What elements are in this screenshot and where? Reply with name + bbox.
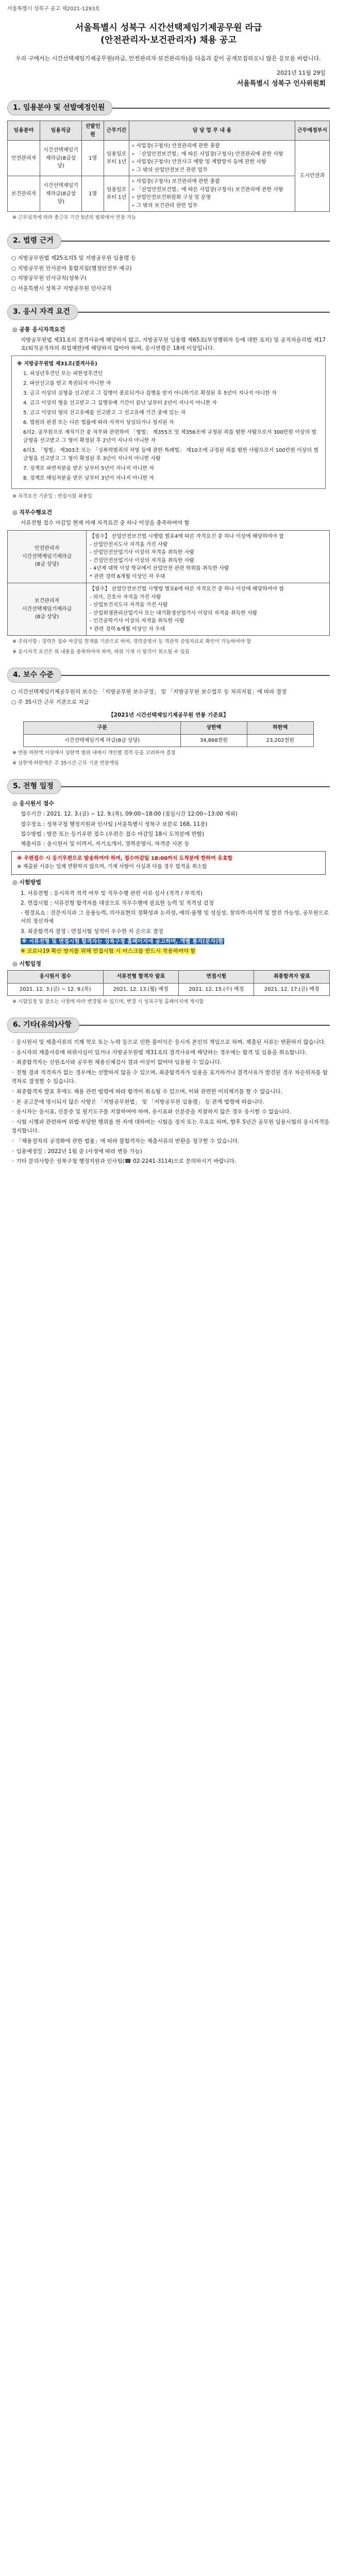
common-req-text: 지방공무원법 제31조의 결격사유에 해당하지 않고, 지방공무원 임용령 제65조(부정행위자 등에 대한 조치) 및 공직자윤리법 제17조(퇴직공직자의 취업제한)에 해당하지 않아야 하며, 응시연령은 18세 이상입니다. (21, 336, 326, 351)
cell-grade: 시간선택제임기제라급(8급상당) (40, 141, 82, 176)
req-line: - 산업안전산업기사 이상의 자격을 취득한 사람 (90, 550, 195, 556)
req-line: 【필수】 산업안전보건법 시행령 별표6에 따른 자격요건 중 하나 이상에 해당하여야 함 (90, 586, 284, 592)
req-line: * 관련 경력 6개월 이상인 자 우대 (90, 626, 165, 632)
th-sched: 최종합격자 발표 (254, 971, 330, 984)
section-4-title: 4. 보수 수준 (7, 668, 61, 683)
notes-list (7, 1038, 330, 1166)
note-item: ◦ 기타 문의사항은 성북구청 행정지원과 인사팀(☎ 02-2241-3114)으로 문의하시기 바랍니다. (11, 1158, 237, 1165)
disq-item: 5. 금고 이상의 형의 선고유예를 선고받고 그 선고유예 기간 중에 있는 자 (23, 410, 186, 416)
duty-item: ∘ 사업장(구청사) 보건관리에 관한 총괄 (131, 179, 220, 185)
section-6-title: 6. 기타(유의)사항 (7, 1018, 79, 1033)
exam-step: 2. 면접시험 : 서류전형 합격자를 대상으로 직무수행에 필요한 능력 및 적격성 검정 (21, 900, 214, 906)
req-content (87, 531, 330, 583)
pay-list (7, 688, 330, 707)
th-grade: 임용직급 (40, 121, 82, 141)
application-item: 제출서류 : 응시원서 및 이력서, 자기소개서, 경력증명서, 자격증 사본 등 (21, 841, 190, 848)
disq-item: 3. 금고 이상의 실형을 선고받고 그 집행이 종료되거나 집행을 받지 아니하기로 확정된 후 5년이 지나지 아니한 자 (23, 391, 277, 397)
pay-item: ○ 주 35시간 근무 기준으로 지급 (11, 699, 89, 706)
pay-row (24, 734, 313, 747)
pay-note: ※ 연봉 하한액 이상에서 상한액 범위 내에서 개인별 경력 등을 고려하여 결정 (12, 750, 176, 756)
schedule-note: ※ 시험일정 및 장소는 사정에 따라 변경될 수 있으며, 변경 시 성북구청 홈페이지에 게시함 (12, 999, 204, 1005)
notice-date: 2021년 11월 29일 (277, 70, 326, 77)
title-line-1: 서울특별시 성북구 시간선택제임기제공무원 라급 (75, 22, 262, 33)
th-sched: 서류전형 합격자 발표 (103, 971, 178, 984)
note-item: ◦ 응시자의 제출서류에 허위사실이 있거나 지방공무원법 제31조의 결격사유에 해당하는 경우에는 합격 및 임용을 취소합니다. (11, 1049, 307, 1056)
positions-row-health (8, 176, 330, 212)
section-1-title: 1. 임용분야 및 선발예정인원 (7, 100, 112, 116)
exam-step: - 평정요소 : 전문지식과 그 응용능력, 의사표현의 정확성과 논리성, 예의·품행 및 성실성, 창의력·의지력 및 발전 가능성, 공무원으로서의 정신자세 (21, 910, 329, 925)
pay-note: ※ 상한액·하한액은 주 35시간 근무 기준 연봉액임 (12, 760, 119, 766)
criteria-date-note: ※ 자격요건 기준일 : 면접시험 최종일 (12, 494, 92, 500)
cell-duties (129, 176, 295, 212)
application-item: 접수방법 : 방문 또는 등기우편 접수 (우편은 접수 마감일 18시 도착분에 한함) (21, 831, 204, 837)
section-2-header (7, 233, 330, 249)
disqualification-title: ※ 지방공무원법 제31조(결격사유) (17, 361, 97, 367)
disq-item: 1. 피성년후견인 또는 피한정후견인 (23, 371, 103, 377)
section-2-title: 2. 법령 근거 (7, 233, 61, 249)
duty-item: ∘ 사업장(구청사) 안전사고 예방 및 재발방지 등에 관한 사항 (131, 159, 266, 165)
req-line: - 4년제 대학 이상 학교에서 산업안전 관련 학위를 취득한 사람 (90, 566, 229, 572)
cell-period: 임용일로부터 1년 (104, 141, 129, 176)
cell-upper: 34,868천원 (180, 734, 247, 747)
th-sched: 응시원서 접수 (8, 971, 104, 984)
notice-org: 서울특별시 성북구 인사위원회 (237, 79, 326, 88)
disq-item: 4. 금고 이상의 형을 선고받고 그 집행유예 기간이 끝난 날부터 2년이 지나지 아니한 자 (23, 400, 217, 406)
highlight-text: ※ 코로나19 확산 방지를 위해 면접시험 시 마스크를 반드시 착용하여야 함 (21, 948, 196, 955)
section-4-header (7, 668, 330, 683)
schedule-table (7, 970, 330, 996)
disqualification-box (11, 355, 326, 489)
pay-item: ○ 시간선택제임기제공무원의 보수는 「지방공무원 보수규정」 및 「지방공무원 보수업무 등 처리지침」에 따라 결정 (11, 689, 287, 696)
req-line: - 산업안전지도사 자격을 가진 사람 (90, 541, 168, 548)
note-item: ◦ 최종합격자는 신원조사와 공무원 채용신체검사 결과 이상이 없어야 임용될 수 있습니다. (11, 1059, 222, 1066)
duty-item: ∘ 「산업안전보건법」에 따른 사업장(구청사) 보건관리에 관한 사항 (131, 187, 283, 193)
legal-basis-list (7, 254, 330, 293)
req-line: - 건설안전산업기사 이상의 자격을 취득한 사람 (90, 557, 195, 564)
th-dept: 근무예정부서 (295, 121, 330, 141)
positions-table (7, 121, 330, 212)
exam-highlight (21, 937, 330, 945)
disq-item: 7. 징계로 파면처분을 받은 날부터 5년이 지나지 아니한 자 (23, 466, 154, 472)
cell-lower: 23,202천원 (247, 734, 313, 747)
legal-item: ○ 지방공무원법 제25조의5 및 지방공무원 임용령 등 (11, 255, 136, 261)
warning-line: ※ 우편접수 시 등기우편으로 발송하여야 하며, 접수마감일 18:00까지 도착분에 한하여 유효함 (17, 856, 233, 862)
th-upper: 상한액 (180, 722, 247, 735)
cell-category: 시간선택제임기제 라급(8급 상당) (24, 734, 181, 747)
disq-item: 2. 파산선고를 받고 복권되지 아니한 자 (23, 381, 111, 387)
warning-line: ※ 제출된 서류는 일체 반환하지 않으며, 기재 사항이 사실과 다를 경우 합격을 취소함 (17, 864, 207, 870)
duty-item: ∘ 사업장(구청사) 안전관리에 관한 총괄 (131, 143, 220, 149)
th-category: 구분 (24, 722, 181, 735)
common-req-heading: ◎ 공통 응시자격요건 (12, 326, 65, 333)
req-row-health (8, 583, 330, 636)
note-item: ◦ 응시원서 및 제출서류의 기재 착오 또는 누락 등으로 인한 불이익은 응시자 본인의 책임으로 하며, 제출된 서류는 반환하지 않습니다. (11, 1039, 326, 1045)
req-line: 【필수】 산업안전보건법 시행령 별표4에 따른 자격요건 중 하나 이상에 해당하여야 함 (90, 534, 284, 540)
positions-row-safety (8, 141, 330, 176)
cell-sched: 2021. 12. 3.(금) ~ 12. 9.(목) (8, 983, 104, 996)
cell-sched: 2021. 12. 17.(금) 예정 (254, 983, 330, 996)
application-item: 접수장소 : 성북구청 행정지원과 인사팀 (서울특별시 성북구 보문로 168, 11층) (21, 821, 208, 827)
req-line: - 산업위생관리산업기사 또는 대기환경산업기사 이상의 자격을 취득한 사람 (90, 610, 258, 616)
cell-period: 임용일로부터 1년 (104, 176, 129, 212)
note-item: ◦ 임용예정일 : 2022년 1월 중 (사정에 따라 변동 가능) (11, 1148, 142, 1155)
cell-duties (129, 141, 295, 176)
job-req-text: 서류전형 접수 마감일 현재 아래 자격요건 중 하나 이상을 충족하여야 함 (21, 519, 190, 526)
positions-header-row (8, 121, 330, 141)
disq-item: 6. 법원의 판결 또는 다른 법률에 따라 자격이 상실되거나 정지된 자 (23, 420, 174, 426)
title-line-2: (안전관리자·보건관리자) 채용 공고 (100, 35, 237, 46)
req-label: 안전관리자 시간선택제임기제라급 (8급 상당) (8, 531, 87, 583)
exam-method-heading: ◎ 시험방법 (12, 879, 41, 886)
note-item: ◦ 응시자는 응시표, 신분증 및 필기도구를 지참하여야 하며, 응시표와 신분증을 지참하지 않은 경우 응시할 수 없습니다. (11, 1109, 291, 1115)
legal-item: ○ 서울특별시 성북구 지방공무원 인사규칙 (11, 285, 112, 292)
schedule-header-row (8, 971, 330, 984)
req-line: - 인간공학기사 이상의 자격을 취득한 사람 (90, 618, 184, 624)
duty-item: ∘ 그 밖의 보건관리 관련 업무 (131, 202, 198, 209)
schedule-row (8, 983, 330, 996)
section-1-header (7, 100, 330, 116)
pay-header-row (24, 722, 313, 735)
req-footnote-1: ※ 주의사항 : 경력은 접수 마감일 현재를 기준으로 하며, 경력증명서 등 객관적 증빙자료로 확인이 가능하여야 함 (12, 639, 251, 645)
section-divider (112, 108, 330, 109)
application-item: 접수기간 : 2021. 12. 3.(금) ~ 12. 9.(목), 09:00~18:00 (점심시간 12:00~13:00 제외) (21, 811, 238, 818)
application-warning-box (11, 851, 326, 875)
disq-item: 6의2. 공무원으로 재직기간 중 직무와 관련하여 「형법」 제355조 및 제356조에 규정된 죄를 범한 사람으로서 300만원 이상의 벌금형을 선고받고 그 형이 확정된 후 2년이 지나지 아니한 자 (23, 430, 317, 444)
disq-item: 8. 징계로 해임처분을 받은 날부터 3년이 지나지 아니한 자 (23, 476, 154, 482)
notice-title (7, 22, 330, 47)
duty-item: ∘ 그 밖의 산업안전보건 관련 업무 (131, 167, 208, 173)
intro-text: 우리 구에서는 시간선택제임기제공무원(라급, 안전관리자·보건관리자)을 다음과 같이 공개모집하오니 많은 응모를 바랍니다. (15, 55, 321, 62)
th-lower: 하한액 (247, 722, 313, 735)
req-label: 보건관리자 시간선택제임기제라급 (8급 상당) (8, 583, 87, 636)
req-line: - 의사, 간호사 자격을 가진 사람 (90, 594, 161, 600)
cell-count: 1명 (82, 176, 104, 212)
disq-item: 6의3. 「형법」 제303조 또는 「성폭력범죄의 처벌 등에 관한 특례법」 제10조에 규정된 죄를 범한 사람으로서 100만원 이상의 벌금형을 선고받고 그 형이 확정된 후 3년이 지나지 아니한 사람 (23, 448, 319, 462)
pay-table-title: 【2021년 시간선택제임기제공무원 연봉 기준표】 (108, 711, 229, 718)
positions-note: ※ 근무실적에 따라 총근무 기간 5년의 범위에서 연장 가능 (12, 215, 137, 221)
section-divider (61, 241, 330, 242)
schedule-heading: ◎ 시험일정 (12, 960, 41, 968)
application-heading: ◎ 응시원서 접수 (12, 800, 55, 807)
exam-highlight (21, 947, 330, 955)
section-divider (61, 675, 330, 676)
th-field: 임용분야 (8, 121, 40, 141)
req-row-safety (8, 531, 330, 583)
duty-item: ∘ 「산업안전보건법」에 따른 사업장(구청사) 안전관리에 관한 사항 (131, 151, 283, 157)
cell-dept: 도시안전과 (295, 141, 330, 212)
legal-item: ○ 지방공무원 인사분야 통합지침(행정안전부 예규) (11, 265, 132, 272)
section-6-header (7, 1018, 330, 1033)
section-5-header (7, 779, 330, 794)
duty-item: ∘ 산업안전보건위원회 구성 및 운영 (131, 195, 211, 201)
th-duties: 담 당 업 무 내 용 (129, 121, 295, 141)
cell-field: 안전관리자 (8, 141, 40, 176)
th-count: 선발인원 (82, 121, 104, 141)
exam-step: 3. 최종합격자 결정 : 면접시험 성적이 우수한 자 순으로 결정 (21, 928, 163, 935)
legal-item: ○ 지방공무원 인사규칙(성북구) (11, 275, 87, 282)
pay-table (23, 721, 313, 747)
notice-number: 서울특별시 성북구 공고 제2021-1293호 (7, 6, 100, 12)
section-divider (78, 312, 330, 313)
cell-count: 1명 (82, 141, 104, 176)
job-req-heading: ◎ 직무수행요건 (12, 509, 53, 516)
req-content (87, 583, 330, 636)
note-item: ◦ 본 공고문에 명시되지 않은 사항은 「지방공무원법」 및 「지방공무원 임용령」 등 관계 법령에 따릅니다. (11, 1098, 264, 1105)
section-divider (79, 1025, 330, 1026)
req-line: - 산업보건지도사 자격을 가진 사람 (90, 602, 168, 608)
exam-step: 1. 서류전형 : 응시자격 적격 여부 및 직무수행 관련 서류 심사 (적격 / 부적격) (21, 890, 203, 896)
cell-sched: 2021. 12. 15.(수) 예정 (179, 983, 254, 996)
note-item: ◦ 시험 시행과 관련하여 위법·부당한 행위를 한 자에 대하여는 시험을 정지 또는 무효로 하며, 향후 5년간 공무원 임용시험의 응시자격을 정지합니다. (11, 1119, 330, 1134)
req-line: * 관련 경력 6개월 이상인 자 우대 (90, 573, 165, 580)
job-requirements-table (7, 530, 330, 636)
req-footnote-2: ※ 응시자격 요건은 위 내용을 충족하여야 하며, 허위 기재 시 합격이 취소될 수 있음 (12, 649, 190, 655)
note-item: ◦ 전형 결과 적격자가 없는 경우에는 선발하지 않을 수 있으며, 최종합격자가 임용을 포기하거나 결격사유가 발견된 경우 차순위자를 합격자로 결정할 수 있습니다. (11, 1070, 328, 1084)
section-divider (61, 786, 330, 787)
section-5-title: 5. 전형 일정 (7, 779, 61, 794)
highlight-text: ※ 서류전형 및 면접시험 합격자는 성북구청 홈페이지에 공고하며, 개별 통지(문자)함 (22, 938, 224, 944)
note-item: ◦ 「채용절차의 공정화에 관한 법률」에 따라 불합격자는 제출서류의 반환을 청구할 수 있습니다. (11, 1138, 240, 1144)
cell-field: 보건관리자 (8, 176, 40, 212)
section-3-header (7, 304, 330, 320)
section-3-title: 3. 응시 자격 요건 (7, 304, 78, 320)
th-period: 근무기간 (104, 121, 129, 141)
cell-grade: 시간선택제임기제라급(8급상당) (40, 176, 82, 212)
th-sched: 면접시험 (179, 971, 254, 984)
note-item: ◦ 최종합격자 발표 후에도 채용 관련 법령에 따라 합격이 취소될 수 있으며, 이와 관련한 이의제기를 할 수 없습니다. (11, 1088, 283, 1095)
cell-sched: 2021. 12. 13.(월) 예정 (103, 983, 178, 996)
